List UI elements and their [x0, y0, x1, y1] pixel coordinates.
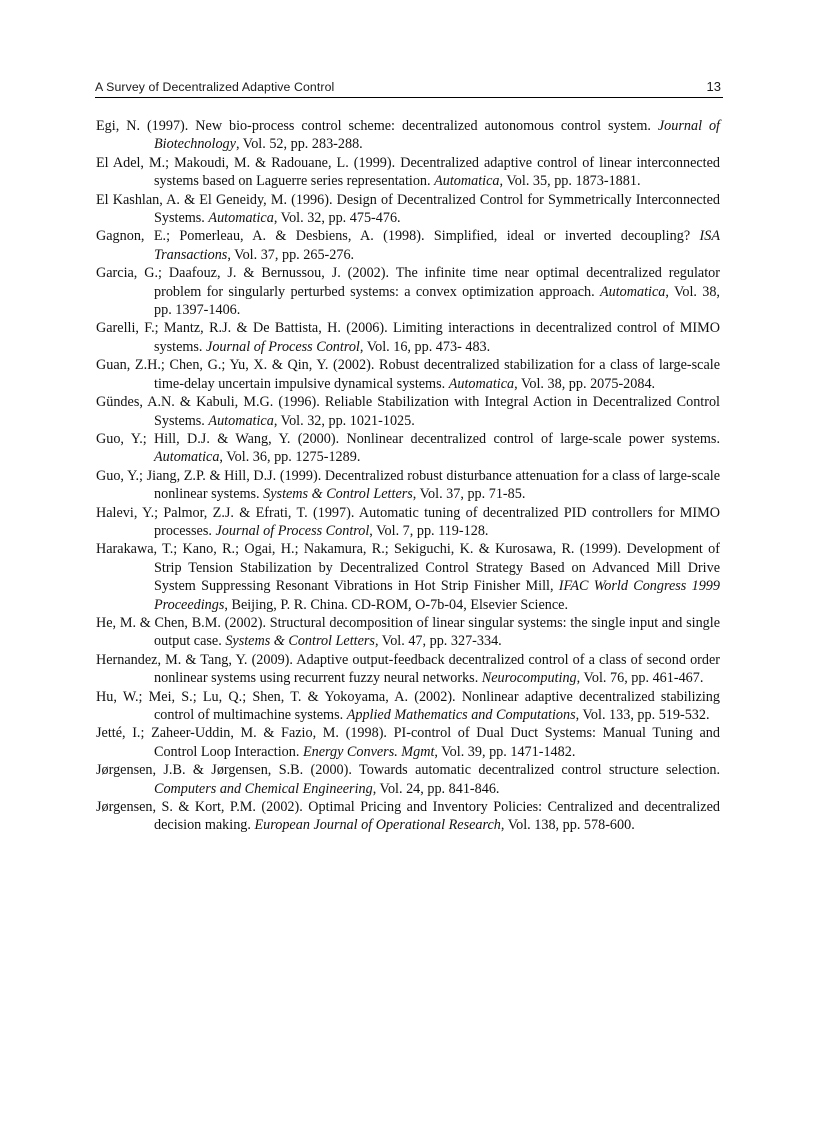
reference-venue: Journal of Process Control — [206, 338, 360, 355]
reference-venue: Journal of Biotechnology — [154, 118, 720, 153]
reference-item: He, M. & Chen, B.M. (2002). Structural decomposition of linear singular systems: the single input and single output case. Systems & Control Letters, Vol. 47, pp. 327-334. — [96, 614, 720, 650]
reference-venue: Neurocomputing — [481, 670, 577, 687]
reference-item: El Kashlan, A. & El Geneidy, M. (1996). Design of Decentralized Control for Symmetrically Interconnected Systems. Automatica, Vol. 32, pp. 475-476. — [96, 191, 720, 227]
reference-list — [96, 117, 720, 835]
reference-item: Jetté, I.; Zaheer-Uddin, M. & Fazio, M. (1998). PI-control of Dual Duct Systems: Manual Tuning and Control Loop Interaction. Energy Convers. Mgmt, Vol. 39, pp. 1471-1482. — [96, 725, 720, 760]
reference-venue: Computers and Chemical Engineering — [154, 780, 373, 797]
reference-venue: Systems & Control Letters — [225, 633, 375, 650]
page-number: 13 — [706, 79, 721, 94]
reference-venue: Automatica — [448, 375, 515, 392]
reference-item: Gagnon, E.; Pomerleau, A. & Desbiens, A. (1998). Simplified, ideal or inverted decoupling? ISA Transactions, Vol. 37, pp. 265-276. — [96, 228, 720, 263]
reference-venue: Automatica — [208, 412, 274, 429]
reference-item: Garcia, G.; Daafouz, J. & Bernussou, J. (2002). The infinite time near optimal decentralized regulator problem for singularly perturbed systems: a convex optimization approach. Automatica, Vol. 38, pp. 1397-1406. — [96, 265, 720, 319]
reference-venue: Automatica — [434, 173, 500, 190]
reference-item: Jørgensen, J.B. & Jørgensen, S.B. (2000). Towards automatic decentralized control structure selection. Computers and Chemical Engineering, Vol. 24, pp. 841-846. — [96, 762, 720, 797]
reference-item: Jørgensen, S. & Kort, P.M. (2002). Optimal Pricing and Inventory Policies: Centralized and decentralized decision making. European Journal of Operational Research, Vol. 138, pp. 578-600. — [96, 799, 720, 834]
reference-venue: Systems & Control Letters — [263, 486, 413, 503]
reference-venue: Applied Mathematics and Computations — [346, 707, 576, 723]
running-header — [95, 79, 723, 98]
reference-item: Guo, Y.; Jiang, Z.P. & Hill, D.J. (1999). Decentralized robust disturbance attenuation for a class of large-scale nonlinear systems. Systems & Control Letters, Vol. 37, pp. 71-85. — [96, 467, 720, 503]
reference-item: Egi, N. (1997). New bio-process control scheme: decentralized autonomous control system. Journal of Biotechnology, Vol. 52, pp. 283-288. — [96, 118, 720, 153]
reference-venue: Automatica — [154, 449, 220, 466]
reference-venue: Energy Convers. Mgmt — [302, 743, 435, 760]
reference-item: Hu, W.; Mei, S.; Lu, Q.; Shen, T. & Yokoyama, A. (2002). Nonlinear adaptive decentralized stabilizing control of multimachine systems. Applied Mathematics and Computations, Vol. 133, pp. 519-532. — [96, 688, 720, 723]
reference-venue: Automatica — [208, 210, 274, 227]
reference-venue: European Journal of Operational Research — [254, 817, 501, 834]
reference-venue: Automatica — [599, 283, 666, 300]
reference-item: Guo, Y.; Hill, D.J. & Wang, Y. (2000). Nonlinear decentralized control of large-scale power systems. Automatica, Vol. 36, pp. 1275-1289. — [96, 430, 720, 466]
reference-item: Garelli, F.; Mantz, R.J. & De Battista, H. (2006). Limiting interactions in decentralized control of MIMO systems. Journal of Process Control, Vol. 16, pp. 473- 483. — [96, 320, 720, 355]
reference-item: Guan, Z.H.; Chen, G.; Yu, X. & Qin, Y. (2002). Robust decentralized stabilization for a class of large-scale time-delay uncertain impulsive dynamical systems. Automatica, Vol. 38, pp. 2075-2084. — [96, 357, 720, 392]
reference-venue: IFAC World Congress 1999 Proceedings — [154, 578, 720, 613]
reference-venue: Journal of Process Control — [215, 522, 370, 539]
reference-item: Gündes, A.N. & Kabuli, M.G. (1996). Reliable Stabilization with Integral Action in Decentralized Control Systems. Automatica, Vol. 32, pp. 1021-1025. — [96, 394, 720, 429]
reference-item: Halevi, Y.; Palmor, Z.J. & Efrati, T. (1997). Automatic tuning of decentralized PID controllers for MIMO processes. Journal of Process Control, Vol. 7, pp. 119-128. — [96, 504, 720, 539]
running-title: A Survey of Decentralized Adaptive Control — [95, 80, 335, 94]
reference-item: El Adel, M.; Makoudi, M. & Radouane, L. (1999). Decentralized adaptive control of linear interconnected systems based on Laguerre series representation. Automatica, Vol. 35, pp. 1873-1881. — [96, 154, 720, 190]
reference-venue: ISA Transactions — [154, 228, 720, 263]
reference-item: Harakawa, T.; Kano, R.; Ogai, H.; Nakamura, R.; Sekiguchi, K. & Kurosawa, R. (1999). Development of Strip Tension Stabilization by Decentralized Control Strategy Based on Advanced Mill Drive System Suppressing Resonant Vibrations in Hot Strip Finisher Mill, IFAC World Congress 1999 Proceedings, Beijing, P. R. China. CD-ROM, O-7b-04, Elsevier Science. — [96, 541, 720, 613]
reference-item: Hernandez, M. & Tang, Y. (2009). Adaptive output-feedback decentralized control of a class of second order nonlinear systems using recurrent fuzzy neural networks. Neurocomputing, Vol. 76, pp. 461-467. — [96, 651, 720, 687]
